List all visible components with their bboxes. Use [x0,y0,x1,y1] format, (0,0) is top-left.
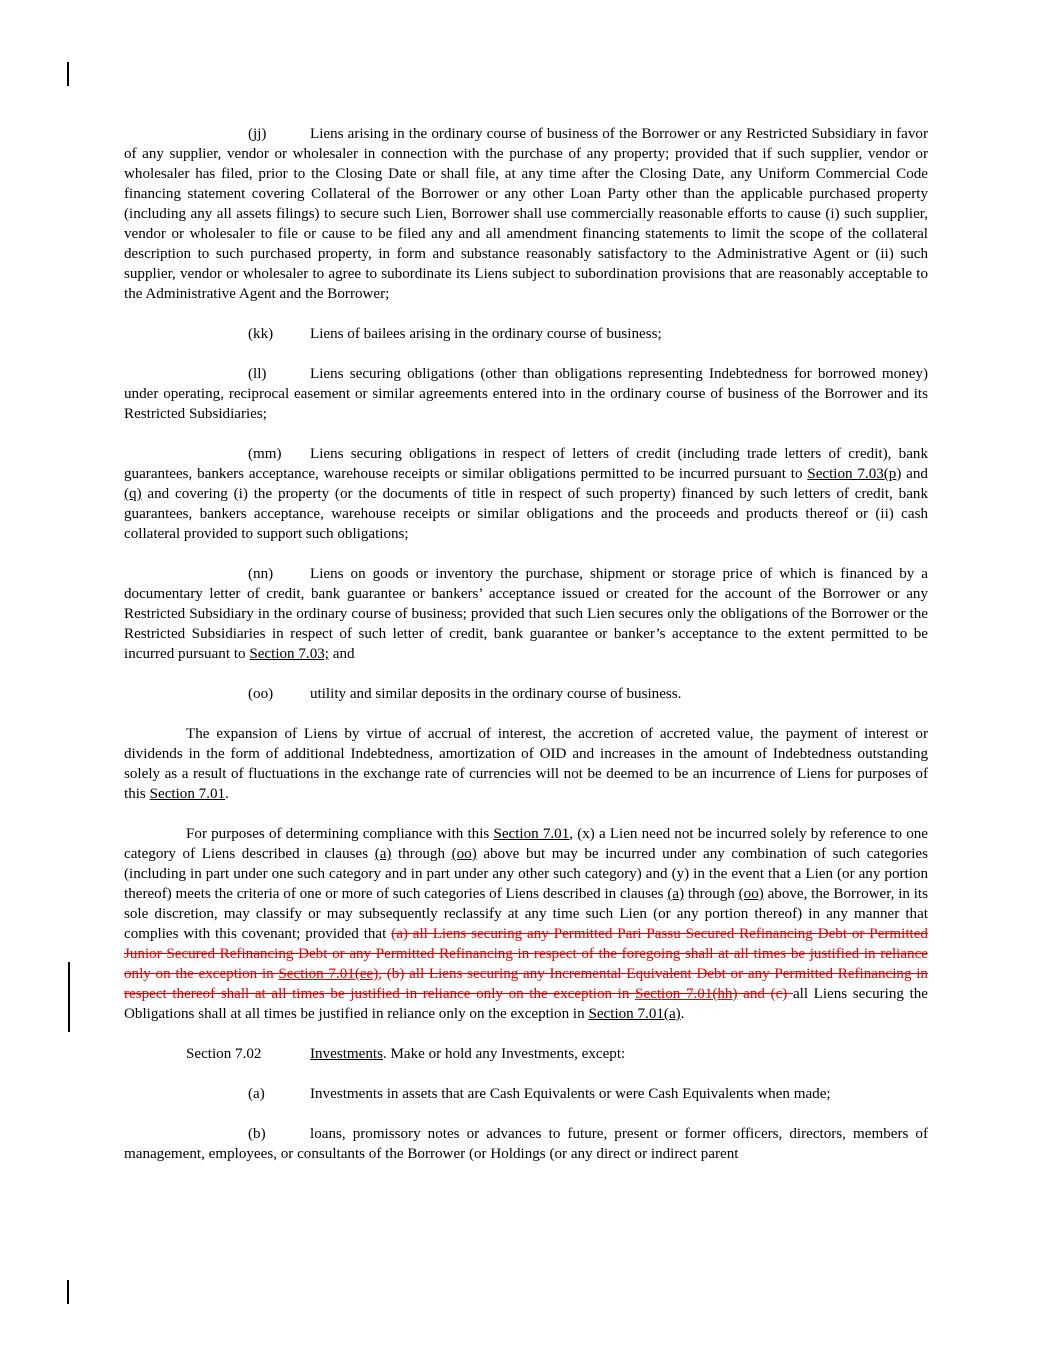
paragraph-text: above but may be incurred under any combination of such categories (including in part under one such category and in part under any other such category) and (y) in the event that a Lien (or any portion thereof) meets the criteria of one or more of such categories of Liens described in clauses [124,846,928,902]
deleted-text-segment: and (c) [737,986,793,1002]
clause-label: (oo) [248,686,274,702]
clause-label: (jj) [248,126,267,142]
clause-kk [124,324,928,344]
paragraph-text: , (x) a Lien need not be incurred solely by reference to one category of Liens described in clauses [124,826,928,862]
clause-oo [124,684,928,704]
section-text: . Make or hold any Investments, except: [382,1046,626,1062]
clause-reference: (a) [374,846,392,862]
section-reference: Section 7.01 [149,786,226,802]
top-margin-mark [67,62,69,86]
section-7-02-heading [124,1044,928,1064]
paragraph-text: . [225,786,229,802]
clause-label: (nn) [248,566,274,582]
clause-label: (b) [248,1126,266,1142]
section-reference: (q) [124,486,142,502]
clause-b [124,1124,928,1164]
deleted-section-reference: Section 7.01(hh) [635,986,738,1002]
section-reference: Section 7.03(p [807,466,897,482]
clause-text: loans, promissory notes or advances to future, present or former officers, directors, members of management, employees, or consultants of the Borrower (or Holdings (or any direct or indirect parent [124,1126,928,1162]
clause-text: Liens securing obligations (other than obligations representing Indebtedness for borrowed money) under operating, reciprocal easement or similar agreements entered into in the ordinary course of business of the Borrower and its Restricted Subsidiaries; [124,366,928,422]
clause-nn [124,564,928,664]
clause-label: (ll) [248,366,267,382]
change-bar [68,962,70,1032]
bottom-margin-mark [67,1280,69,1304]
clause-a [124,1084,928,1104]
section-reference: Section 7.01 [493,826,570,842]
clause-label: (a) [248,1086,265,1102]
document-body [124,124,928,1184]
section-reference: Section 7.03; [249,646,329,662]
clause-mm [124,444,928,544]
deleted-text-segment: , (b) all Liens securing any Incremental Equivalent Debt or any Permitted Refinancing in respect thereof shall at all times be justified in reliance only on the exception in [124,966,928,1002]
clause-text: Liens on goods or inventory the purchase, shipment or storage price of which is financed by a documentary letter of credit, bank guarantee or bankers’ acceptance issued or created for the account of the Borrower or any Restricted Subsidiary in the ordinary course of business; provided that such Lien secures only the obligations of the Borrower or the Restricted Subsidiaries in respect of such letter of credit, bank guarantee or banker’s acceptance to the extent permitted to be incurred pursuant to [124,566,928,662]
clause-reference: (oo) [738,886,764,902]
paragraph-text: through [391,846,452,862]
section-reference: Section 7.01(a) [588,1006,681,1022]
section-title: Investments [310,1046,383,1062]
purposes-paragraph [124,824,928,1024]
clause-text: ) and [896,466,928,482]
clause-text: Liens arising in the ordinary course of business of the Borrower or any Restricted Subsidiary in favor of any supplier, vendor or wholesaler in connection with the purchase of any property; provided that if such supplier, vendor or wholesaler has filed, prior to the Closing Date or shall file, at any time after the Closing Date, any Uniform Commercial Code financing statement covering Collateral of the Borrower or any other Loan Party other than the applicable purchased property (including any all assets filings) to secure such Lien, Borrower shall use commercially reasonable efforts to cause (i) such supplier, vendor or wholesaler to file or cause to be filed any and all amendment financing statements to limit the scope of the collateral description to such purchased property, in form and substance reasonably satisfactory to the Administrative Agent or (ii) such supplier, vendor or wholesaler to agree to subordinate its Liens subject to subordination provisions that are reasonably acceptable to the Administrative Agent and the Borrower; [124,126,928,302]
paragraph-text: . [680,1006,685,1022]
clause-text: Liens of bailees arising in the ordinary course of business; [310,326,662,342]
clause-label: (kk) [248,326,274,342]
clause-reference: (oo) [451,846,477,862]
deleted-section-reference: Section 7.01(ee) [278,966,379,982]
clause-text: and covering (i) the property (or the documents of title in respect of such property) financed by such letters of credit, bank guarantees, bankers acceptance, warehouse receipts or similar obligations and the proceeds and products thereof or (ii) cash collateral provided to support such obligations; [124,486,928,542]
clause-text: utility and similar deposits in the ordinary course of business. [310,686,682,702]
paragraph-text: above, the Borrower, in its sole discretion, may classify or may subsequently reclassify at any time such Lien (or any portion thereof) in any manner that complies with this covenant; provided that [124,886,928,942]
clause-jj [124,124,928,304]
paragraph-text: through [684,886,739,902]
clause-label: (mm) [248,446,282,462]
clause-text: Liens securing obligations in respect of letters of credit (including trade letters of credit), bank guarantees, bankers acceptance, warehouse receipts or similar obligations permitted to be incurred pursuant to [124,446,928,482]
clause-text: Investments in assets that are Cash Equivalents or were Cash Equivalents when made; [310,1086,831,1102]
section-number: Section 7.02 [186,1046,262,1062]
clause-text: and [328,646,355,662]
clause-reference: (a) [667,886,685,902]
deleted-text-segment: (a) all Liens securing any Permitted Pari Passu Secured Refinancing Debt or Permitted Junior Secured Refinancing Debt or any Permitted Refinancing in respect of the foregoing shall at all times be justified in reliance only on the exception in [124,926,928,982]
clause-ll [124,364,928,424]
expansion-paragraph [124,724,928,804]
paragraph-text: For purposes of determining compliance with this [186,826,494,842]
paragraph-text: all Liens securing the Obligations shall at all times be justified in reliance only on the exception in [124,986,929,1022]
paragraph-text: The expansion of Liens by virtue of accrual of interest, the accretion of accreted value, the payment of interest or dividends in the form of additional Indebtedness, amortization of OID and increases in the amount of Indebtedness outstanding solely as a result of fluctuations in the exchange rate of currencies will not be deemed to be an incurrence of Liens for purposes of this [124,726,928,802]
